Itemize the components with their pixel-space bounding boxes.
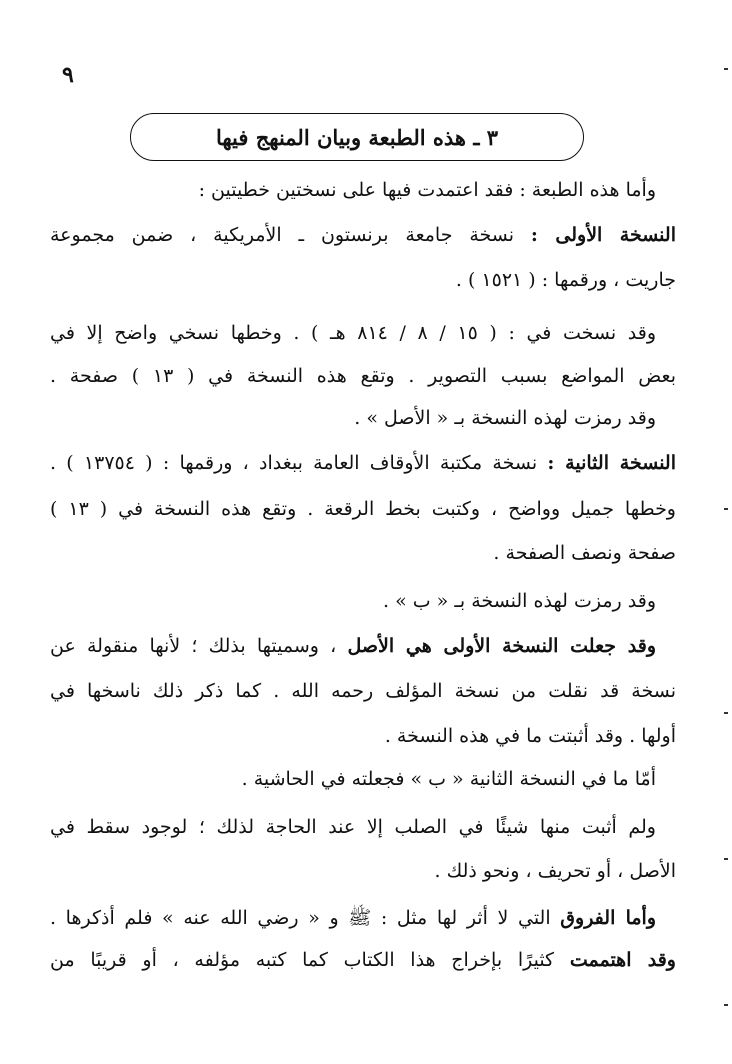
text-line-12: نسخة قد نقلت من نسخة المؤلف رحمه الله . كما ذكر ذلك ناسخها في — [50, 680, 676, 702]
text-line-18: وقد اهتممت كثيرًا بإخراج هذا الكتاب كما كتبه مؤلفه ، أو قريبًا من — [50, 949, 676, 971]
text-line-15: ولم أثبت منها شيئًا في الصلب إلا عند الحاجة لذلك ؛ لوجود سقط في — [50, 816, 656, 838]
text-line-3: جاريت ، ورقمها : ( ١٥٢١ ) . — [455, 269, 676, 291]
scan-edge-mark — [724, 712, 728, 714]
text-line-10: وقد رمزت لهذه النسخة بـ « ب » . — [383, 590, 656, 612]
text-line-13: أولها . وقد أثبتت ما في هذه النسخة . — [384, 725, 676, 747]
text-line-5: بعض المواضع بسبب التصوير . وتقع هذه النسخة في ( ١٣ ) صفحة . — [50, 365, 676, 387]
section-heading-frame — [130, 113, 584, 161]
text-line-14: أمّا ما في النسخة الثانية « ب » فجعلته في الحاشية . — [241, 768, 656, 790]
text-line-6: وقد رمزت لهذه النسخة بـ « الأصل » . — [354, 407, 656, 429]
text-line-7: النسخة الثانية : نسخة مكتبة الأوقاف العامة ببغداد ، ورقمها : ( ١٣٧٥٤ ) . — [50, 452, 676, 474]
scan-edge-mark — [724, 1004, 728, 1006]
term-second-copy: النسخة الثانية : — [547, 452, 676, 474]
term-differences: وأما الفروق — [560, 907, 656, 929]
section-heading: ٣ ـ هذه الطبعة وبيان المنهج فيها — [215, 124, 499, 150]
term-first-copy: النسخة الأولى : — [530, 224, 676, 246]
page-number: ٩ — [62, 62, 74, 88]
scan-edge-mark — [724, 68, 728, 70]
text-line-4: وقد نسخت في : ( ١٥ / ٨ / ٨١٤ هـ ) . وخطها نسخي واضح إلا في — [50, 322, 656, 344]
term-attention: وقد اهتممت — [569, 949, 676, 971]
text-line-8: وخطها جميل وواضح ، وكتبت بخط الرقعة . وتقع هذه النسخة في ( ١٣ ) — [50, 498, 676, 520]
text-line-9: صفحة ونصف الصفحة . — [493, 542, 676, 564]
text-line-16: الأصل ، أو تحريف ، ونحو ذلك . — [434, 860, 676, 882]
text-line-17: وأما الفروق التي لا أثر لها مثل : ﷺ و « رضي الله عنه » فلم أذكرها . — [50, 907, 656, 929]
text-line-2: النسخة الأولى : نسخة جامعة برنستون ـ الأمريكية ، ضمن مجموعة — [50, 224, 676, 246]
text-line-1: وأما هذه الطبعة : فقد اعتمدت فيها على نسختين خطيتين : — [198, 179, 656, 201]
text-line-11: وقد جعلت النسخة الأولى هي الأصل ، وسميتها بذلك ؛ لأنها منقولة عن — [50, 635, 657, 657]
term-base-copy: وقد جعلت النسخة الأولى هي الأصل — [347, 635, 657, 657]
scan-edge-mark — [724, 508, 728, 510]
scan-edge-mark — [724, 858, 728, 860]
